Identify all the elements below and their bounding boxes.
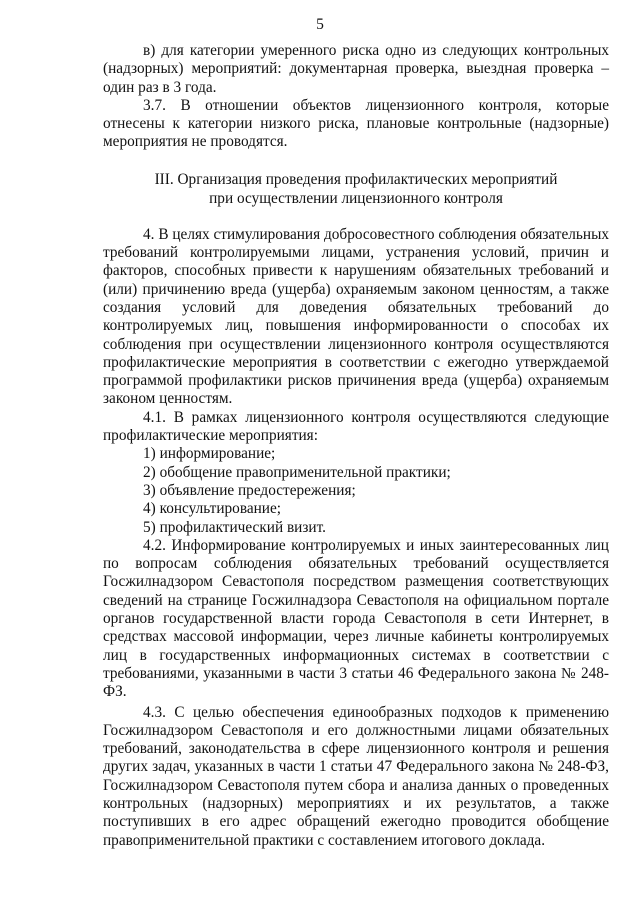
list-item: 1) информирование; xyxy=(143,445,276,463)
paragraph-3-7: 3.7. В отношении объектов лицензионного контроля, которые отнесены к категории низкого риска, плановые контрольные (надзорные) мероприятия не проводятся. xyxy=(103,96,609,151)
section-heading-line-1: III. Организация проведения профилактических мероприятий xyxy=(154,170,558,188)
list-item: 4) консультирование; xyxy=(143,500,282,518)
list-item: 3) объявление предостережения; xyxy=(143,481,356,499)
section-heading xyxy=(103,170,609,208)
paragraph-3-6-c: в) для категории умеренного риска одно из следующих контрольных (надзорных) мероприятий: документарная проверка, выездная проверка – один раз в 3 года. xyxy=(103,42,609,96)
list-item: 5) профилактический визит. xyxy=(143,518,326,536)
section-heading-line-2: при осуществлении лицензионного контроля xyxy=(209,189,503,207)
list-item: 2) обобщение правоприменительной практики; xyxy=(143,463,451,481)
paragraph-4: 4. В целях стимулирования добросовестного соблюдения обязательных требований контролируемыми лицами, устранения условий, причин и факторов, способных привести к нарушениям обязательных требований и (или) причинению вреда (ущерба) охраняемым законом ценностям, а также создания условий для доведения обязательных требований до контролируемых лиц, повышения информированности о способах их соблюдения при осуществлении лицензионного контроля осуществляются профилактические мероприятия в соответствии с ежегодно утверждаемой программой профилактики рисков причинения вреда (ущерба) охраняемым законом ценностям. xyxy=(103,225,609,408)
document-body xyxy=(103,42,609,850)
paragraph-4-2: 4.2. Информирование контролируемых и иных заинтересованных лиц по вопросам соблюдения обязательных требований осуществляется Госжилнадзором Севастополя посредством размещения соответствующих сведений на странице Госжилнадзора Севастополя на официальном портале органов государственной власти города Севастополя в сети Интернет, в средствах массовой информации, через личные кабинеты контролируемых лиц в государственных информационных системах в соответствии с требованиями, указанными в части 3 статьи 46 Федерального закона № 248-ФЗ. xyxy=(103,536,609,701)
page-number: 5 xyxy=(316,16,324,33)
paragraph-4-1: 4.1. В рамках лицензионного контроля осуществляются следующие профилактические мероприятия: xyxy=(103,408,609,445)
paragraph-4-3: 4.3. С целью обеспечения единообразных подходов к применению Госжилнадзором Севастополя и его должностными лицами обязательных требований, законодательства в сфере лицензионного контроля и решения других задач, указанных в части 1 статьи 47 Федерального закона № 248-ФЗ, Госжилнадзором Севастополя путем сбора и анализа данных о проведенных контрольных (надзорных) мероприятиях и их результатов, а также поступивших в его адрес обращений ежегодно проводится обобщение правоприменительной практики с составлением итогового доклада. xyxy=(103,703,609,849)
